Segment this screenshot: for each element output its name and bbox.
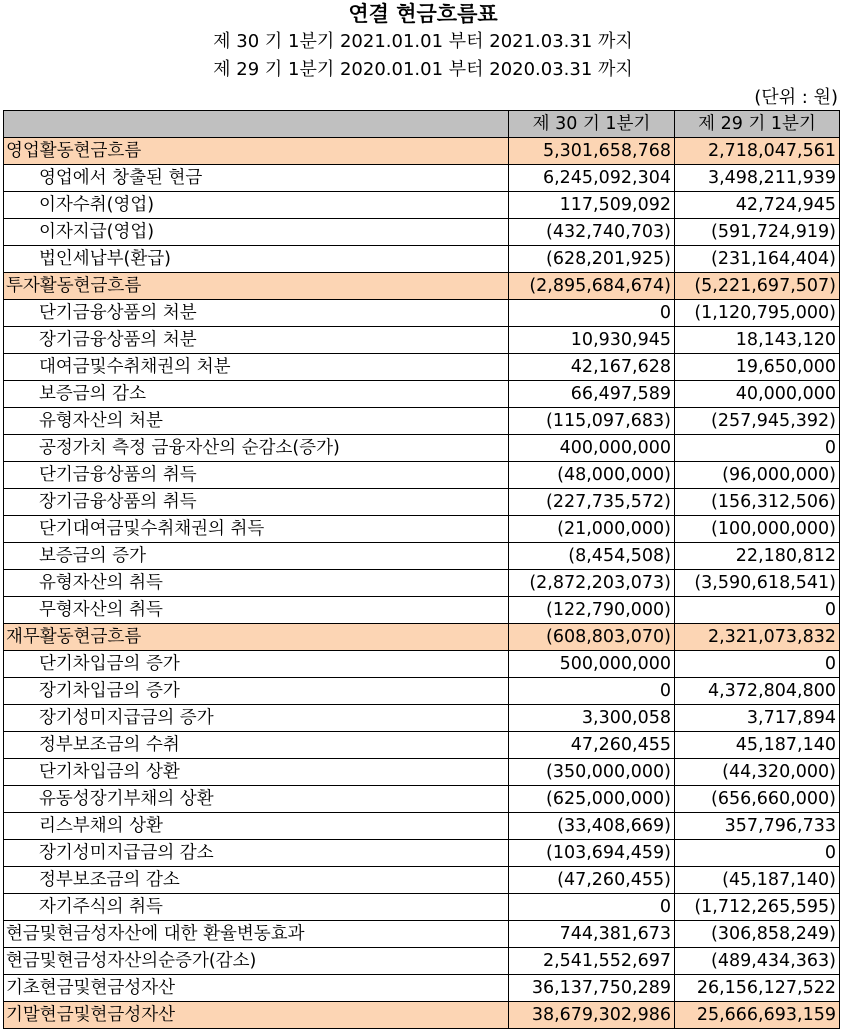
current-period: 제 30 기 1분기 2021.01.01 부터 2021.03.31 까지 xyxy=(213,31,633,52)
table-row xyxy=(4,300,840,327)
row-label: 재무활동현금흐름 xyxy=(4,624,509,651)
table-row xyxy=(4,840,840,867)
row-label: 현금및현금성자산에 대한 환율변동효과 xyxy=(4,921,509,948)
current-period-value: (8,454,508) xyxy=(509,543,675,570)
header-prior-period: 제 29 기 1분기 xyxy=(675,111,840,138)
prior-period-value: 0 xyxy=(675,651,840,678)
row-label: 정부보조금의 수취 xyxy=(4,732,509,759)
current-period-value: 117,509,092 xyxy=(509,192,675,219)
prior-period-value: 0 xyxy=(675,435,840,462)
prior-period-value: (231,164,404) xyxy=(675,246,840,273)
prior-period-value: 4,372,804,800 xyxy=(675,678,840,705)
prior-period-value: 2,718,047,561 xyxy=(675,138,840,165)
table-row xyxy=(4,759,840,786)
current-period-value: 2,541,552,697 xyxy=(509,948,675,975)
table-row xyxy=(4,192,840,219)
current-period-value: 6,245,092,304 xyxy=(509,165,675,192)
row-label: 공정가치 측정 금융자산의 순감소(증가) xyxy=(4,435,509,462)
current-period-value: (227,735,572) xyxy=(509,489,675,516)
table-row xyxy=(4,786,840,813)
prior-period-value: 45,187,140 xyxy=(675,732,840,759)
table-row xyxy=(4,354,840,381)
row-label: 유동성장기부채의 상환 xyxy=(4,786,509,813)
row-label: 단기차입금의 상환 xyxy=(4,759,509,786)
table-row xyxy=(4,462,840,489)
row-label: 유형자산의 취득 xyxy=(4,570,509,597)
unit-label: (단위 : 원) xyxy=(754,87,838,108)
header-current-period: 제 30 기 1분기 xyxy=(509,111,675,138)
table-row xyxy=(4,813,840,840)
cash-flow-table xyxy=(3,110,840,1029)
prior-period-value: (45,187,140) xyxy=(675,867,840,894)
current-period-value: (628,201,925) xyxy=(509,246,675,273)
table-row xyxy=(4,570,840,597)
current-period-value: 38,679,302,986 xyxy=(509,1002,675,1029)
prior-period-value: (156,312,506) xyxy=(675,489,840,516)
current-period-value: 47,260,455 xyxy=(509,732,675,759)
prior-period-value: 3,717,894 xyxy=(675,705,840,732)
current-period-value: (115,097,683) xyxy=(509,408,675,435)
table-row xyxy=(4,624,840,651)
table-row xyxy=(4,732,840,759)
prior-period-value: (3,590,618,541) xyxy=(675,570,840,597)
row-label: 장기금융상품의 처분 xyxy=(4,327,509,354)
table-header-row xyxy=(4,111,840,138)
prior-period-value: 26,156,127,522 xyxy=(675,975,840,1002)
row-label: 단기차입금의 증가 xyxy=(4,651,509,678)
table-row xyxy=(4,489,840,516)
row-label: 리스부채의 상환 xyxy=(4,813,509,840)
row-label: 유형자산의 처분 xyxy=(4,408,509,435)
table-row xyxy=(4,327,840,354)
current-period-value: (21,000,000) xyxy=(509,516,675,543)
row-label: 대여금및수취채권의 처분 xyxy=(4,354,509,381)
current-period-value: (2,895,684,674) xyxy=(509,273,675,300)
table-row xyxy=(4,138,840,165)
row-label: 장기성미지급금의 증가 xyxy=(4,705,509,732)
prior-period: 제 29 기 1분기 2020.01.01 부터 2020.03.31 까지 xyxy=(213,59,633,80)
table-row xyxy=(4,435,840,462)
prior-period-value: (656,660,000) xyxy=(675,786,840,813)
table-body xyxy=(4,138,840,1029)
prior-period-value: 40,000,000 xyxy=(675,381,840,408)
row-label: 보증금의 증가 xyxy=(4,543,509,570)
current-period-value: 5,301,658,768 xyxy=(509,138,675,165)
current-period-value: (33,408,669) xyxy=(509,813,675,840)
current-period-value: (47,260,455) xyxy=(509,867,675,894)
row-label: 무형자산의 취득 xyxy=(4,597,509,624)
current-period-value: 10,930,945 xyxy=(509,327,675,354)
row-label: 장기금융상품의 취득 xyxy=(4,489,509,516)
prior-period-value: 25,666,693,159 xyxy=(675,1002,840,1029)
row-label: 기초현금및현금성자산 xyxy=(4,975,509,1002)
table-row xyxy=(4,678,840,705)
table-row xyxy=(4,948,840,975)
current-period-value: 0 xyxy=(509,678,675,705)
table-row xyxy=(4,516,840,543)
table-row xyxy=(4,543,840,570)
prior-period-value: (257,945,392) xyxy=(675,408,840,435)
statement-title: 연결 현금흐름표 xyxy=(348,2,498,26)
row-label: 단기금융상품의 처분 xyxy=(4,300,509,327)
prior-period-value: 18,143,120 xyxy=(675,327,840,354)
prior-period-value: 2,321,073,832 xyxy=(675,624,840,651)
current-period-value: (122,790,000) xyxy=(509,597,675,624)
current-period-value: (608,803,070) xyxy=(509,624,675,651)
current-period-value: 42,167,628 xyxy=(509,354,675,381)
prior-period-value: (1,120,795,000) xyxy=(675,300,840,327)
current-period-value: 3,300,058 xyxy=(509,705,675,732)
table-row xyxy=(4,975,840,1002)
prior-period-value: (1,712,265,595) xyxy=(675,894,840,921)
table-row xyxy=(4,246,840,273)
prior-period-value: 357,796,733 xyxy=(675,813,840,840)
prior-period-value: (306,858,249) xyxy=(675,921,840,948)
prior-period-value: 3,498,211,939 xyxy=(675,165,840,192)
table-row xyxy=(4,894,840,921)
table-row xyxy=(4,273,840,300)
current-period-value: 0 xyxy=(509,894,675,921)
row-label: 단기대여금및수취채권의 취득 xyxy=(4,516,509,543)
table-row xyxy=(4,597,840,624)
table-row xyxy=(4,408,840,435)
current-period-value: (2,872,203,073) xyxy=(509,570,675,597)
prior-period-value: (44,320,000) xyxy=(675,759,840,786)
table-row xyxy=(4,867,840,894)
prior-period-value: (100,000,000) xyxy=(675,516,840,543)
current-period-value: 744,381,673 xyxy=(509,921,675,948)
table-row xyxy=(4,1002,840,1029)
current-period-value: (350,000,000) xyxy=(509,759,675,786)
current-period-value: (103,694,459) xyxy=(509,840,675,867)
current-period-value: (432,740,703) xyxy=(509,219,675,246)
row-label: 영업활동현금흐름 xyxy=(4,138,509,165)
row-label: 장기성미지급금의 감소 xyxy=(4,840,509,867)
row-label: 기말현금및현금성자산 xyxy=(4,1002,509,1029)
prior-period-value: 19,650,000 xyxy=(675,354,840,381)
prior-period-value: (489,434,363) xyxy=(675,948,840,975)
prior-period-value: (96,000,000) xyxy=(675,462,840,489)
current-period-value: 400,000,000 xyxy=(509,435,675,462)
prior-period-value: 42,724,945 xyxy=(675,192,840,219)
table-row xyxy=(4,705,840,732)
row-label: 장기차입금의 증가 xyxy=(4,678,509,705)
current-period-value: 36,137,750,289 xyxy=(509,975,675,1002)
prior-period-value: 0 xyxy=(675,597,840,624)
current-period-value: 66,497,589 xyxy=(509,381,675,408)
table-row xyxy=(4,219,840,246)
table-row xyxy=(4,651,840,678)
row-label: 법인세납부(환급) xyxy=(4,246,509,273)
row-label: 이자지급(영업) xyxy=(4,219,509,246)
table-row xyxy=(4,381,840,408)
current-period-value: 0 xyxy=(509,300,675,327)
row-label: 투자활동현금흐름 xyxy=(4,273,509,300)
table-row xyxy=(4,165,840,192)
current-period-value: (48,000,000) xyxy=(509,462,675,489)
row-label: 보증금의 감소 xyxy=(4,381,509,408)
row-label: 단기금융상품의 취득 xyxy=(4,462,509,489)
current-period-value: (625,000,000) xyxy=(509,786,675,813)
row-label: 현금및현금성자산의순증가(감소) xyxy=(4,948,509,975)
current-period-value: 500,000,000 xyxy=(509,651,675,678)
prior-period-value: 0 xyxy=(675,840,840,867)
prior-period-value: 22,180,812 xyxy=(675,543,840,570)
row-label: 영업에서 창출된 현금 xyxy=(4,165,509,192)
row-label: 이자수취(영업) xyxy=(4,192,509,219)
row-label: 자기주식의 취득 xyxy=(4,894,509,921)
header-label-column xyxy=(4,111,509,138)
row-label: 정부보조금의 감소 xyxy=(4,867,509,894)
table-row xyxy=(4,921,840,948)
prior-period-value: (591,724,919) xyxy=(675,219,840,246)
prior-period-value: (5,221,697,507) xyxy=(675,273,840,300)
